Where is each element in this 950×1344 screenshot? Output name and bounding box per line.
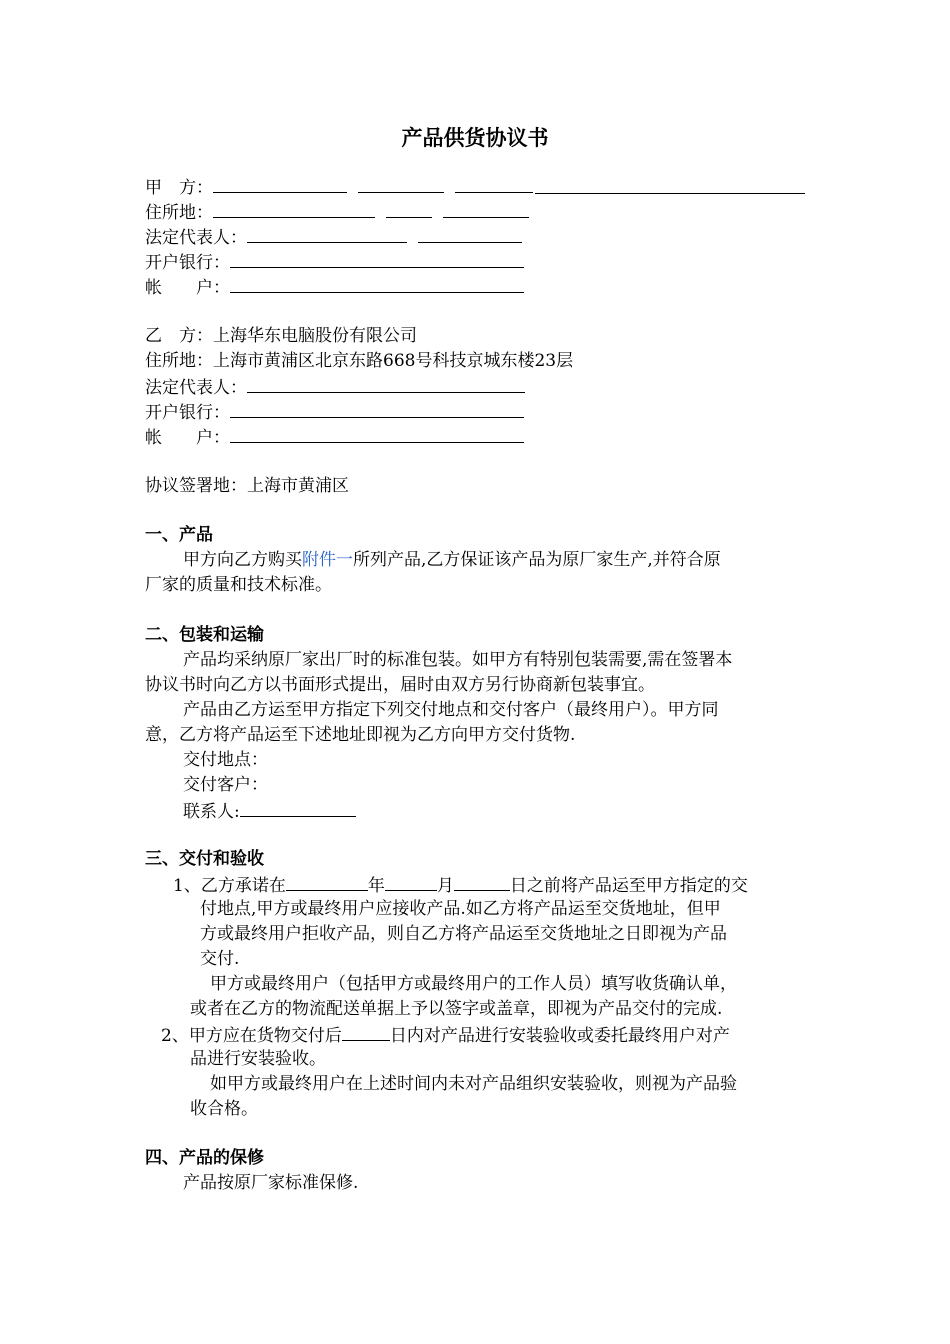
month-label: 月 <box>436 876 454 896</box>
section-2-text: 产品均采纳原厂家出厂时的标准包装。如甲方有特别包装需要,需在签署本 <box>183 650 733 670</box>
party-a-rep-blank <box>418 224 522 243</box>
delivery-customer-label: 交付客户： <box>183 775 268 795</box>
section-3-heading: 三、交付和验收 <box>145 849 264 869</box>
section-3-text: 1、乙方承诺在 <box>173 876 286 896</box>
contact-label: 联系人: <box>183 802 240 822</box>
party-b-row <box>145 324 417 348</box>
section-2-heading: 二、包装和运输 <box>145 625 264 645</box>
party-a-address-label: 住所地： <box>145 203 213 223</box>
party-a-account-blank <box>230 274 524 293</box>
section-2-text: 协议书时向乙方以书面形式提出，届时由双方另行协商新包装事宜。 <box>145 675 655 695</box>
day-blank <box>454 872 510 891</box>
contact-row <box>183 798 356 824</box>
section-1-heading: 一、产品 <box>145 525 213 545</box>
section-3-item-1 <box>173 872 748 898</box>
section-3-text: 日内对产品进行安装验收或委托最终用户对产 <box>389 1026 730 1046</box>
party-a-label: 甲 方： <box>145 178 213 198</box>
section-3-text: 2、甲方应在货物交付后 <box>161 1026 342 1046</box>
party-b-label: 乙 方： <box>145 326 213 346</box>
section-3-text: 交付. <box>200 949 240 969</box>
party-b-address-row <box>145 349 573 373</box>
party-a-rep-row <box>145 224 522 250</box>
party-a-address-blank <box>443 199 529 218</box>
party-a-rep-label: 法定代表人： <box>145 228 247 248</box>
party-a-long-line <box>535 193 805 194</box>
section-2-text: 产品由乙方运至甲方指定下列交付地点和交付客户（最终用户）。甲方同 <box>183 700 719 720</box>
party-a-account-row <box>145 274 524 300</box>
contact-blank <box>240 798 356 817</box>
party-b-account-blank <box>230 424 524 443</box>
party-a-blank <box>213 174 347 193</box>
section-1-text: 甲方向乙方购买 <box>183 550 302 570</box>
party-a-row <box>145 174 533 200</box>
party-a-bank-row <box>145 249 524 275</box>
section-3-text: 付地点,甲方或最终用户应接收产品.如乙方将产品运至交货地址，但甲 <box>200 899 721 919</box>
party-a-bank-label: 开户银行： <box>145 253 230 273</box>
party-a-blank <box>358 174 444 193</box>
party-b-value: 上海华东电脑股份有限公司 <box>213 326 417 346</box>
section-3-text: 收合格。 <box>190 1099 258 1119</box>
section-1-text: 厂家的质量和技术标准。 <box>145 575 332 595</box>
section-4-text: 产品按原厂家标准保修. <box>183 1173 359 1193</box>
party-b-account-row <box>145 424 524 450</box>
year-blank <box>286 872 368 891</box>
days-blank <box>342 1022 390 1041</box>
party-a-bank-blank <box>230 249 524 268</box>
attachment-link[interactable]: 附件一 <box>302 550 353 570</box>
party-b-bank-label: 开户银行： <box>145 403 230 423</box>
section-3-item-2 <box>161 1022 730 1048</box>
party-b-rep-label: 法定代表人： <box>145 378 247 398</box>
section-3-text: 方或最终用户拒收产品，则自乙方将产品运至交货地址之日即视为产品 <box>200 924 727 944</box>
party-b-address-label: 住所地： <box>145 351 213 371</box>
party-b-account-label: 帐 户： <box>145 428 230 448</box>
party-a-address-blank <box>213 199 375 218</box>
section-3-text: 品进行安装验收。 <box>190 1049 326 1069</box>
year-label: 年 <box>367 876 385 896</box>
party-b-address-value: 上海市黄浦区北京东路668号科技京城东楼23层 <box>213 351 574 371</box>
party-a-address-blank <box>386 199 432 218</box>
party-b-bank-row <box>145 399 524 425</box>
section-3-text: 如甲方或最终用户在上述时间内未对产品组织安装验收，则视为产品验 <box>210 1074 737 1094</box>
signing-place: 协议签署地：上海市黄浦区 <box>145 476 349 496</box>
party-a-account-label: 帐 户： <box>145 278 230 298</box>
section-1-paragraph <box>183 548 721 572</box>
section-3-text: 或者在乙方的物流配送单据上予以签字或盖章，即视为产品交付的完成. <box>190 999 723 1019</box>
party-a-address-row <box>145 199 529 225</box>
party-a-blank <box>455 174 533 193</box>
delivery-place-label: 交付地点： <box>183 750 268 770</box>
section-2-text: 意，乙方将产品运至下述地址即视为乙方向甲方交付货物. <box>145 725 576 745</box>
party-a-rep-blank <box>247 224 407 243</box>
month-blank <box>385 872 437 891</box>
page-title: 产品供货协议书 <box>401 126 549 150</box>
section-1-text: 所列产品,乙方保证该产品为原厂家生产,并符合原 <box>353 550 721 570</box>
section-3-text: 甲方或最终用户（包括甲方或最终用户的工作人员）填写收货确认单， <box>210 974 737 994</box>
section-3-text: 日之前将产品运至甲方指定的交 <box>509 876 748 896</box>
section-4-heading: 四、产品的保修 <box>145 1148 264 1168</box>
party-b-rep-row <box>145 374 525 400</box>
party-b-bank-blank <box>230 399 524 418</box>
party-b-rep-blank <box>247 374 525 393</box>
